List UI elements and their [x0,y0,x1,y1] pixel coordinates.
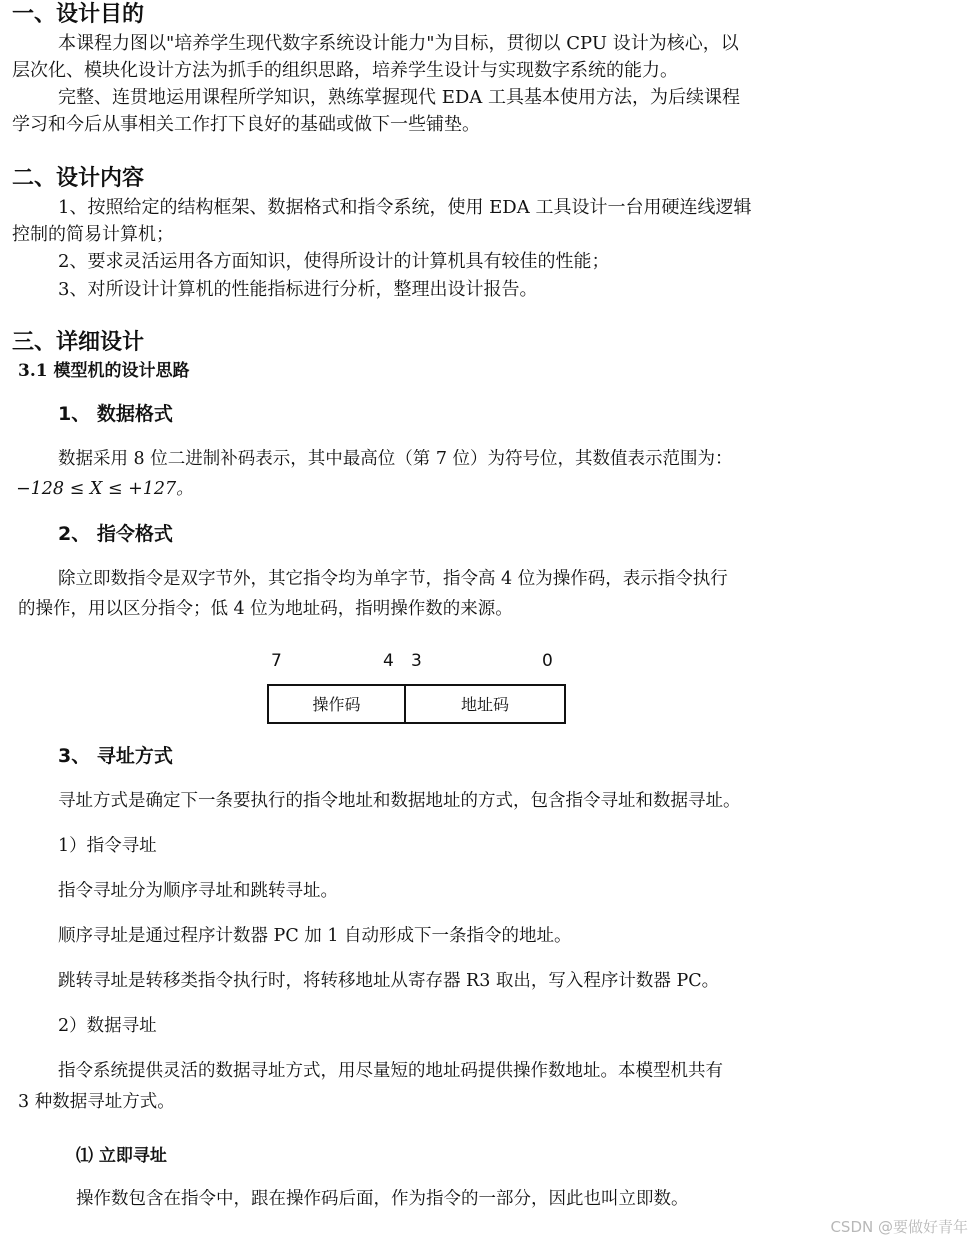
purpose-paragraph-1-line-1: 本课程力图以"培养学生现代数字系统设计能力"为目标，贯彻以 CPU 设计为核心，以 [58,33,739,54]
bit-label-3: 3 [411,651,422,671]
data-format-line-1: 数据采用 8 位二进制补码表示，其中最高位（第 7 位）为符号位，其数值表示范围为： [58,449,733,469]
section-2-heading: 二、设计内容 [12,166,145,191]
opcode-field: 操作码 [269,686,406,722]
content-item-2: 2、要求灵活运用各方面知识，使得所设计的计算机具有较佳的性能； [58,251,610,272]
immediate-addressing-heading: ⑴ 立即寻址 [76,1146,167,1166]
content-item-1-line-2: 控制的简易计算机； [12,224,174,245]
purpose-paragraph-2-line-1: 完整、连贯地运用课程所学知识，熟练掌握现代 EDA 工具基本使用方法，为后续课程 [58,87,741,108]
instruction-format-line-2: 的操作，用以区分指令；低 4 位为地址码，指明操作数的来源。 [18,599,513,619]
instruction-addressing-line-3: 跳转寻址是转移类指令执行时，将转移地址从寄存器 R3 取出，写入程序计数器 PC。 [58,971,720,991]
data-addressing-title: 2）数据寻址 [58,1016,157,1036]
section-1-heading: 一、设计目的 [12,2,145,27]
instruction-format-line-1: 除立即数指令是双字节外，其它指令均为单字节，指令高 4 位为操作码，表示指令执行 [58,569,728,589]
instruction-addressing-line-2: 顺序寻址是通过程序计数器 PC 加 1 自动形成下一条指令的地址。 [58,926,572,946]
addressing-modes-heading: 3、 寻址方式 [58,745,173,767]
data-range-formula: −128 ≤ X ≤ +127。 [16,479,194,499]
addressing-intro: 寻址方式是确定下一条要执行的指令地址和数据地址的方式，包含指令寻址和数据寻址。 [58,791,741,811]
bit-label-4: 4 [383,651,394,671]
data-addressing-line-1: 指令系统提供灵活的数据寻址方式，用尽量短的地址码提供操作数地址。本模型机共有 [58,1061,723,1081]
instruction-addressing-line-1: 指令寻址分为顺序寻址和跳转寻址。 [58,881,338,901]
immediate-addressing-text: 操作数包含在指令中，跟在操作码后面，作为指令的一部分，因此也叫立即数。 [76,1189,689,1209]
purpose-paragraph-1-line-2: 层次化、模块化设计方法为抓手的组织思路，培养学生设计与实现数字系统的能力。 [12,60,678,81]
csdn-watermark: CSDN @要做好青年 [830,1218,968,1236]
section-3-heading: 三、详细设计 [12,330,145,355]
instruction-addressing-title: 1）指令寻址 [58,836,157,856]
purpose-paragraph-2-line-2: 学习和今后从事相关工作打下良好的基础或做下一些铺垫。 [12,114,480,135]
content-item-1-line-1: 1、按照给定的结构框架、数据格式和指令系统，使用 EDA 工具设计一台用硬连线逻辑 [58,197,752,218]
instruction-format-diagram [267,684,566,724]
bit-label-7: 7 [271,651,282,671]
data-format-heading: 1、 数据格式 [58,403,173,425]
address-field: 地址码 [460,695,509,714]
bit-label-0: 0 [542,651,553,671]
data-addressing-line-2: 3 种数据寻址方式。 [18,1092,175,1112]
subsection-3-1-heading: 3.1 模型机的设计思路 [18,361,190,381]
content-item-3: 3、对所设计计算机的性能指标进行分析，整理出设计报告。 [58,279,538,300]
instruction-format-heading: 2、 指令格式 [58,523,173,545]
